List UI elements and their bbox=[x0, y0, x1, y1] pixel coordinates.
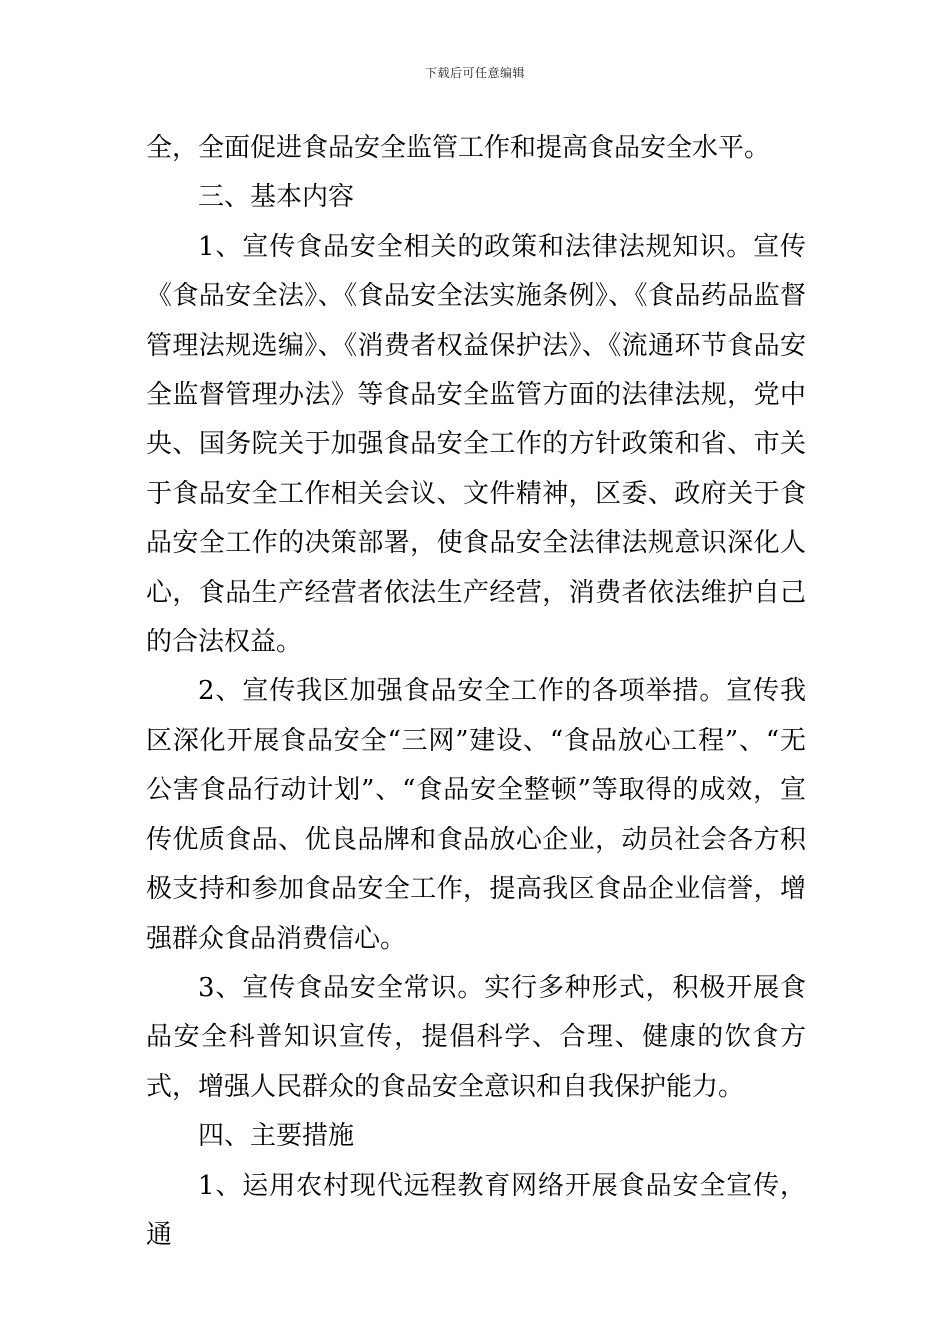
document-body bbox=[146, 124, 806, 1260]
paragraph-item-3: 3、宣传食品安全常识。实行多种形式，积极开展食品安全科普知识宣传，提倡科学、合理、健康的饮食方式，增强人民群众的食品安全意识和自我保护能力。 bbox=[146, 972, 806, 1102]
paragraph-continuation: 全，全面促进食品安全监管工作和提高食品安全水平。 bbox=[146, 133, 771, 163]
header-note: 下载后可任意编辑 bbox=[424, 66, 525, 80]
section-heading-basic-content: 三、基本内容 bbox=[198, 182, 355, 213]
section-heading-main-measures: 四、主要措施 bbox=[198, 1121, 355, 1152]
paragraph-measure-1: 1、运用农村现代远程教育网络开展食品安全宣传，通 bbox=[146, 1170, 806, 1250]
paragraph-item-1: 1、宣传食品安全相关的政策和法律法规知识。宣传《食品安全法》、《食品安全法实施条例》、《食品药品监督管理法规选编》、《消费者权益保护法》、《流通环节食品安全监督管理办法》等食品安全监管方面的法律法规，党中央、国务院关于加强食品安全工作的方针政策和省、市关于食品安全工作相关会议、文件精神，区委、政府关于食品安全工作的决策部署，使食品安全法律法规意识深化人心，食品生产经营者依法生产经营，消费者依法维护自己的合法权益。 bbox=[146, 231, 806, 658]
paragraph-item-2: 2、宣传我区加强食品安全工作的各项举措。宣传我区深化开展食品安全“三网”建设、“食品放心工程”、“无公害食品行动计划”、“食品安全整顿”等取得的成效，宣传优质食品、优良品牌和食品放心企业，动员社会各方积极支持和参加食品安全工作，提高我区食品企业信誉，增强群众食品消费信心。 bbox=[146, 676, 806, 954]
